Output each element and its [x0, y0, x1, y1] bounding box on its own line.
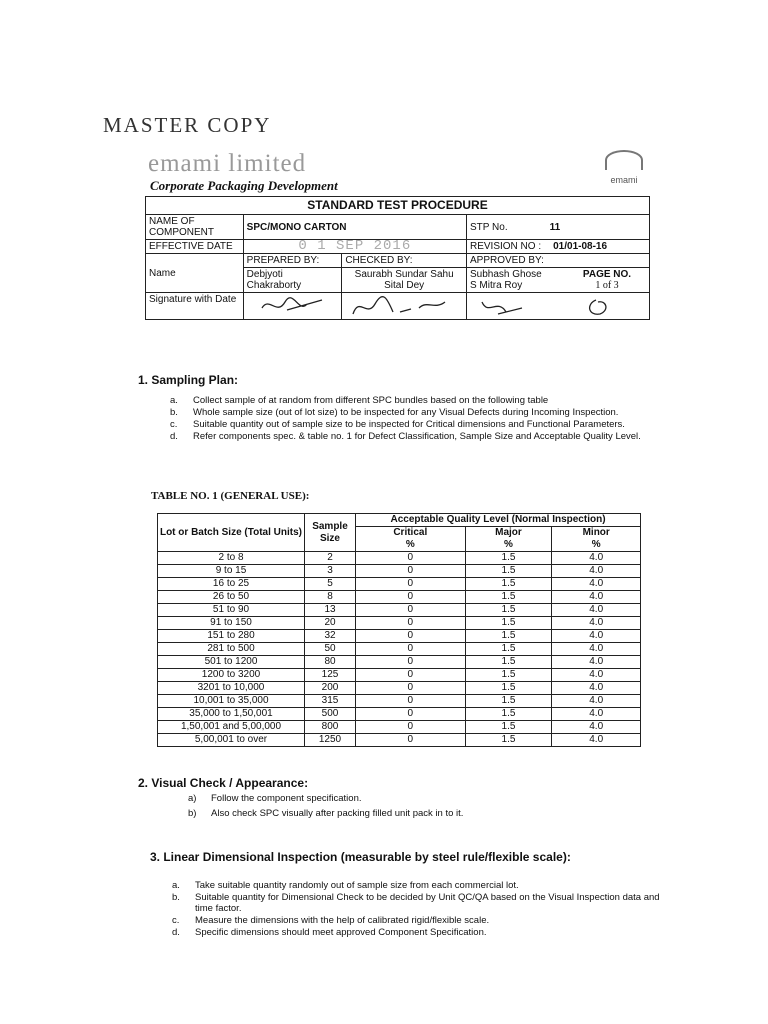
list-item	[170, 431, 660, 442]
effective-date-label: EFFECTIVE DATE	[146, 240, 244, 254]
list-text: Specific dimensions should meet approved Component Specification.	[195, 927, 487, 938]
cell-minor: 4.0	[552, 578, 641, 591]
approved-by-name: Subhash Ghose S Mitra Roy	[469, 269, 542, 291]
cell-major: 1.5	[465, 630, 552, 643]
cell-sample: 3	[305, 565, 356, 578]
list-item	[188, 808, 658, 819]
cell-sample: 13	[305, 604, 356, 617]
logo-icon	[605, 150, 643, 170]
cell-lot: 281 to 500	[158, 643, 305, 656]
list-text: Measure the dimensions with the help of calibrated rigid/flexible scale.	[195, 915, 490, 926]
cell-critical: 0	[356, 578, 466, 591]
cell-minor: 4.0	[552, 734, 641, 747]
list-marker: a.	[172, 880, 180, 891]
cell-critical: 0	[356, 643, 466, 656]
cell-lot: 5,00,001 to over	[158, 734, 305, 747]
cell-critical: 0	[356, 708, 466, 721]
cell-minor: 4.0	[552, 552, 641, 565]
company-logo	[600, 150, 648, 190]
cell-major: 1.5	[465, 643, 552, 656]
cell-critical: 0	[356, 617, 466, 630]
table-row	[158, 630, 641, 643]
cell-lot: 501 to 1200	[158, 656, 305, 669]
cell-critical: 0	[356, 656, 466, 669]
list-marker: b.	[172, 892, 180, 903]
table-row	[158, 708, 641, 721]
signature-icon	[247, 294, 337, 318]
cell-major: 1.5	[465, 721, 552, 734]
table-row	[158, 734, 641, 747]
list-marker: d.	[172, 927, 180, 938]
signature-icon	[470, 294, 646, 318]
list-marker: a.	[170, 395, 178, 406]
stp-cell	[466, 215, 649, 240]
cell-minor: 4.0	[552, 591, 641, 604]
list-item	[172, 892, 660, 914]
cell-lot: 10,001 to 35,000	[158, 695, 305, 708]
cell-major: 1.5	[465, 656, 552, 669]
cell-critical: 0	[356, 682, 466, 695]
table-row	[158, 643, 641, 656]
cell-minor: 4.0	[552, 682, 641, 695]
cell-major: 1.5	[465, 617, 552, 630]
sampling-plan-list	[170, 395, 660, 443]
visual-check-heading: 2. Visual Check / Appearance:	[138, 776, 309, 790]
cell-sample: 50	[305, 643, 356, 656]
cell-sample: 8	[305, 591, 356, 604]
cell-major: 1.5	[465, 682, 552, 695]
approved-by-label: APPROVED BY:	[466, 254, 649, 268]
col-aql-header: Acceptable Quality Level (Normal Inspection)	[356, 514, 641, 527]
list-text: Take suitable quantity randomly out of sample size from each commercial lot.	[195, 880, 519, 891]
cell-lot: 26 to 50	[158, 591, 305, 604]
department-name: Corporate Packaging Development	[150, 178, 338, 193]
cell-sample: 315	[305, 695, 356, 708]
list-item	[172, 927, 660, 938]
list-marker: b)	[188, 808, 197, 819]
cell-sample: 800	[305, 721, 356, 734]
effective-date-cell	[243, 240, 466, 254]
cell-minor: 4.0	[552, 643, 641, 656]
cell-major: 1.5	[465, 552, 552, 565]
cell-critical: 0	[356, 695, 466, 708]
prepared-by-label: PREPARED BY:	[243, 254, 342, 268]
cell-critical: 0	[356, 630, 466, 643]
aql-table	[157, 513, 641, 747]
checked-by-label: CHECKED BY:	[342, 254, 467, 268]
list-marker: a)	[188, 793, 197, 804]
list-text: Suitable quantity out of sample size to be inspected for Critical dimensions and Functional Parameters.	[193, 419, 625, 430]
revision-label: REVISION NO :	[469, 241, 542, 252]
cell-major: 1.5	[465, 565, 552, 578]
col-minor-unit: %	[552, 539, 641, 552]
cell-major: 1.5	[465, 734, 552, 747]
list-text: Refer components spec. & table no. 1 for Defect Classification, Sample Size and Acceptable Quality Level.	[193, 431, 641, 442]
name-of-component-label: NAME OF COMPONENT	[146, 215, 244, 240]
name-of-component-value: SPC/MONO CARTON	[243, 215, 466, 240]
table-row	[158, 721, 641, 734]
list-text: Also check SPC visually after packing filled unit pack in to it.	[211, 808, 464, 819]
cell-sample: 32	[305, 630, 356, 643]
prepared-signature	[243, 293, 342, 320]
effective-date-stamp: 0 1 SEP 2016	[298, 238, 412, 254]
cell-lot: 51 to 90	[158, 604, 305, 617]
cell-lot: 2 to 8	[158, 552, 305, 565]
cell-minor: 4.0	[552, 630, 641, 643]
stp-number: 11	[549, 221, 561, 233]
linear-inspection-list	[172, 880, 660, 939]
list-marker: b.	[170, 407, 178, 418]
cell-major: 1.5	[465, 708, 552, 721]
cell-sample: 2	[305, 552, 356, 565]
cell-major: 1.5	[465, 669, 552, 682]
cell-minor: 4.0	[552, 695, 641, 708]
cell-sample: 200	[305, 682, 356, 695]
page-no-label: PAGE NO.	[582, 269, 632, 280]
cell-minor: 4.0	[552, 721, 641, 734]
col-lot-header: Lot or Batch Size (Total Units)	[158, 514, 305, 552]
table-row	[158, 656, 641, 669]
cell-minor: 4.0	[552, 656, 641, 669]
stp-label: STP No.	[469, 221, 508, 233]
cell-sample: 20	[305, 617, 356, 630]
list-marker: c.	[172, 915, 180, 926]
table-title: TABLE NO. 1 (GENERAL USE):	[151, 490, 310, 502]
col-critical-header: Critical	[356, 527, 466, 540]
cell-sample: 125	[305, 669, 356, 682]
cell-lot: 1,50,001 and 5,00,000	[158, 721, 305, 734]
list-item	[172, 915, 660, 926]
cell-critical: 0	[356, 565, 466, 578]
stp-header-table	[145, 196, 650, 320]
cell-critical: 0	[356, 721, 466, 734]
cell-critical: 0	[356, 734, 466, 747]
cell-minor: 4.0	[552, 617, 641, 630]
table-row	[158, 591, 641, 604]
list-item	[170, 419, 660, 430]
linear-inspection-heading: 3. Linear Dimensional Inspection (measurable by steel rule/flexible scale):	[150, 850, 571, 864]
cell-critical: 0	[356, 591, 466, 604]
cell-sample: 1250	[305, 734, 356, 747]
list-item	[188, 793, 658, 804]
name-label: Name	[146, 254, 244, 293]
cell-critical: 0	[356, 552, 466, 565]
table-row	[158, 669, 641, 682]
table-row	[158, 695, 641, 708]
list-marker: d.	[170, 431, 178, 442]
revision-number: 01/01-08-16	[553, 241, 608, 252]
cell-lot: 35,000 to 1,50,001	[158, 708, 305, 721]
company-name: emami limited	[148, 150, 307, 177]
cell-critical: 0	[356, 669, 466, 682]
col-sample-header: Sample Size	[305, 514, 356, 552]
cell-lot: 9 to 15	[158, 565, 305, 578]
list-item	[172, 880, 660, 891]
master-copy-stamp: MASTER COPY	[103, 113, 272, 137]
list-item	[170, 395, 660, 406]
cell-lot: 1200 to 3200	[158, 669, 305, 682]
table-row	[158, 565, 641, 578]
logo-text: emami	[610, 175, 638, 185]
list-marker: c.	[170, 419, 178, 430]
visual-check-list	[188, 793, 658, 820]
checked-signature	[342, 293, 467, 320]
page-no-value: 1 of 3	[595, 280, 619, 291]
cell-major: 1.5	[465, 695, 552, 708]
cell-major: 1.5	[465, 591, 552, 604]
list-item	[170, 407, 660, 418]
list-text: Whole sample size (out of lot size) to be inspected for any Visual Defects during Incoming Inspection.	[193, 407, 619, 418]
col-minor-header: Minor	[552, 527, 641, 540]
cell-lot: 3201 to 10,000	[158, 682, 305, 695]
cell-lot: 16 to 25	[158, 578, 305, 591]
col-critical-unit: %	[356, 539, 466, 552]
cell-minor: 4.0	[552, 708, 641, 721]
table-row	[158, 552, 641, 565]
cell-major: 1.5	[465, 604, 552, 617]
cell-sample: 80	[305, 656, 356, 669]
cell-minor: 4.0	[552, 604, 641, 617]
list-text: Collect sample of at random from different SPC bundles based on the following table	[193, 395, 549, 406]
sampling-plan-heading: 1. Sampling Plan:	[138, 373, 239, 387]
cell-major: 1.5	[465, 578, 552, 591]
approval-cell	[466, 268, 649, 293]
revision-cell	[466, 240, 649, 254]
cell-critical: 0	[356, 604, 466, 617]
list-text: Follow the component specification.	[211, 793, 362, 804]
col-major-header: Major	[465, 527, 552, 540]
table-row	[158, 682, 641, 695]
cell-minor: 4.0	[552, 565, 641, 578]
list-text: Suitable quantity for Dimensional Check to be decided by Unit QC/QA based on the Visual Inspection data and time factor.	[195, 892, 660, 914]
table-row	[158, 617, 641, 630]
signature-label: Signature with Date	[146, 293, 244, 320]
cell-lot: 151 to 280	[158, 630, 305, 643]
table-row	[158, 578, 641, 591]
aql-table-body	[158, 552, 641, 747]
cell-sample: 500	[305, 708, 356, 721]
prepared-by-name: Debjyoti Chakraborty	[243, 268, 342, 293]
cell-sample: 5	[305, 578, 356, 591]
col-major-unit: %	[465, 539, 552, 552]
table-row	[158, 604, 641, 617]
cell-minor: 4.0	[552, 669, 641, 682]
cell-lot: 91 to 150	[158, 617, 305, 630]
checked-by-name: Saurabh Sundar Sahu Sital Dey	[342, 268, 467, 293]
signature-icon	[345, 294, 461, 318]
approved-signature	[466, 293, 649, 320]
stp-title: STANDARD TEST PROCEDURE	[146, 197, 650, 215]
